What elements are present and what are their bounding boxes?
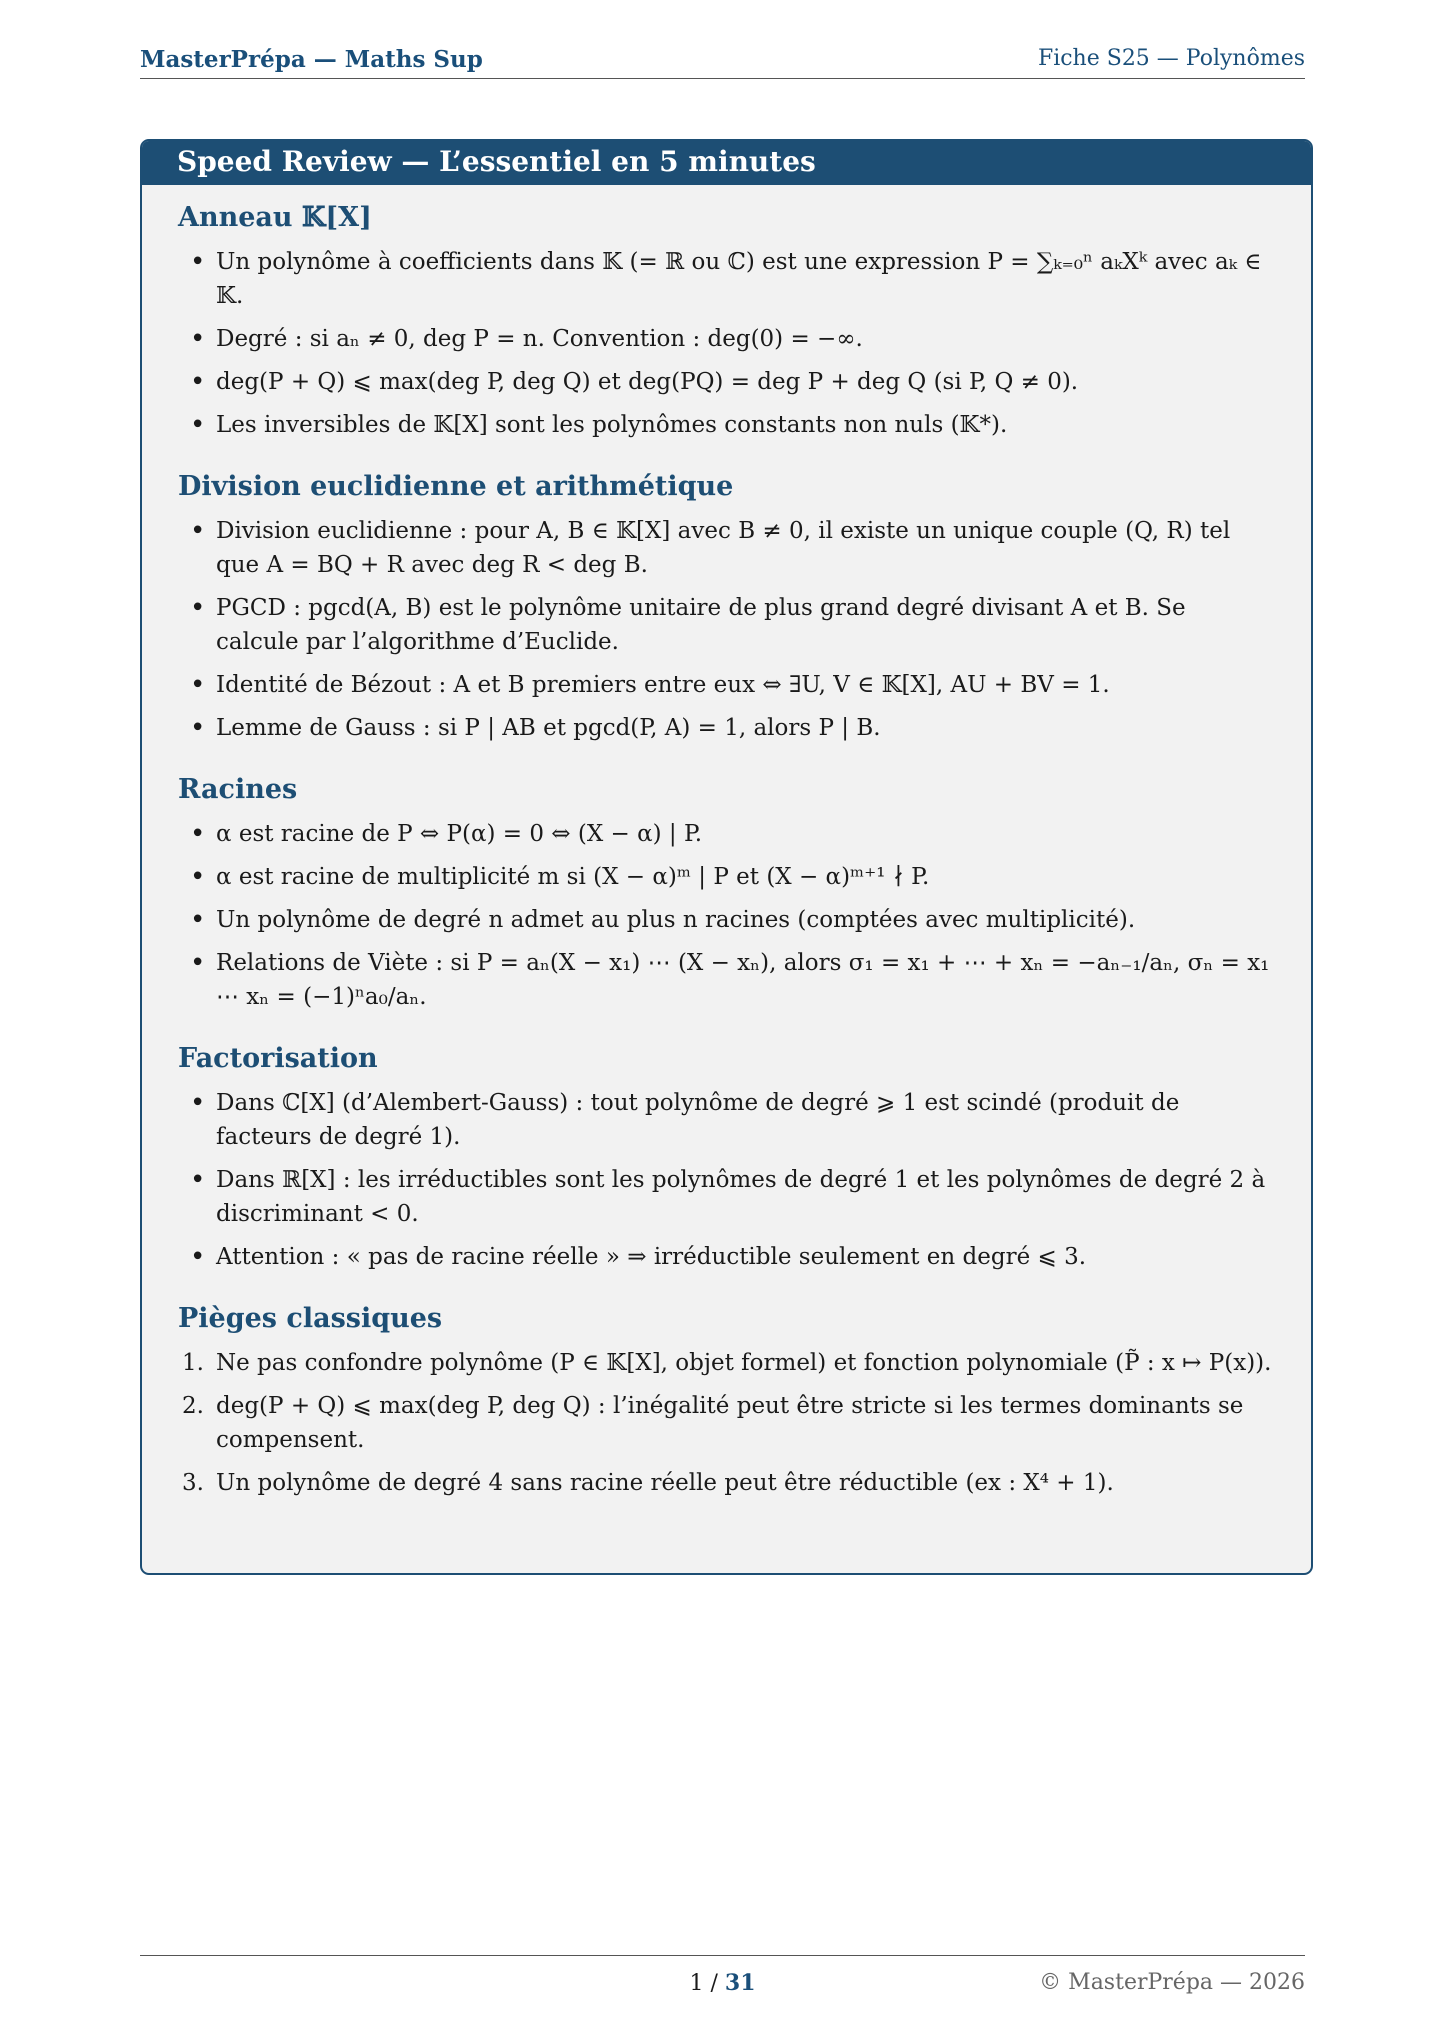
speed-review-box (140, 139, 1313, 1575)
section-title: Racines (178, 774, 298, 805)
total-pages-link[interactable]: 31 (724, 1970, 756, 1996)
section-title: Division euclidienne et arithmétique (178, 471, 734, 502)
list-item: • Les inversibles de 𝕂[X] sont les polynômes constants non nuls (𝕂*). (178, 408, 1275, 442)
list-item: • Relations de Viète : si P = aₙ(X − x₁) ⋯ (X − xₙ), alors σ₁ = x₁ + ⋯ + xₙ = −aₙ₋₁/aₙ, σₙ = x₁ ⋯ xₙ = (−1)ⁿa₀/aₙ. (178, 946, 1275, 1014)
item-number: 1. (182, 1350, 204, 1376)
page-header (140, 46, 1305, 79)
list-item (178, 1389, 1275, 1457)
section-racines (178, 771, 1275, 1014)
list-item: • PGCD : pgcd(A, B) est le polynôme unitaire de plus grand degré divisant A et B. Se calcule par l’algorithme d’Euclide. (178, 591, 1275, 659)
item-text: deg(P + Q) ⩽ max(deg P, deg Q) : l’inégalité peut être stricte si les termes dominants se compensent. (216, 1393, 1244, 1453)
list-item: • Attention : « pas de racine réelle » ⇒ irréductible seulement en degré ⩽ 3. (178, 1240, 1275, 1274)
section-title: Anneau 𝕂[X] (178, 202, 372, 233)
page-separator: / (703, 1971, 725, 1996)
list-item: • α est racine de multiplicité m si (X − α)ᵐ | P et (X − α)ᵐ⁺¹ ∤ P. (178, 860, 1275, 894)
list-item: • Lemme de Gauss : si P | AB et pgcd(P, A) = 1, alors P | B. (178, 711, 1275, 745)
list-item: • Identité de Bézout : A et B premiers entre eux ⇔ ∃U, V ∈ 𝕂[X], AU + BV = 1. (178, 668, 1275, 702)
header-right: Fiche S25 — Polynômes (1037, 46, 1305, 71)
bullet-list (178, 1086, 1275, 1274)
list-item (178, 1346, 1275, 1380)
section-title: Pièges classiques (178, 1303, 443, 1334)
item-number: 3. (182, 1470, 204, 1496)
list-item (178, 1466, 1275, 1500)
item-number: 2. (182, 1393, 204, 1419)
footer-rule (140, 1955, 1305, 1956)
item-text: Un polynôme de degré 4 sans racine réelle peut être réductible (ex : X⁴ + 1). (216, 1470, 1114, 1496)
box-content (142, 185, 1311, 1500)
header-left: MasterPrépa — Maths Sup (140, 46, 483, 73)
section-division (178, 468, 1275, 745)
list-item: • α est racine de P ⇔ P(α) = 0 ⇔ (X − α) | P. (178, 817, 1275, 851)
list-item: • Division euclidienne : pour A, B ∈ 𝕂[X] avec B ≠ 0, il existe un unique couple (Q, R) tel que A = BQ + R avec deg R < deg B. (178, 514, 1275, 582)
numbered-list (178, 1346, 1275, 1500)
section-factorisation (178, 1040, 1275, 1274)
section-anneau (178, 199, 1275, 442)
list-item: • deg(P + Q) ⩽ max(deg P, deg Q) et deg(PQ) = deg P + deg Q (si P, Q ≠ 0). (178, 365, 1275, 399)
list-item: • Un polynôme de degré n admet au plus n racines (comptées avec multiplicité). (178, 903, 1275, 937)
section-pieges (178, 1300, 1275, 1500)
list-item: • Dans ℝ[X] : les irréductibles sont les polynômes de degré 1 et les polynômes de degré 2 à discriminant < 0. (178, 1163, 1275, 1231)
item-text: Ne pas confondre polynôme (P ∈ 𝕂[X], objet formel) et fonction polynomiale (P̃ : x ↦ P(x)). (216, 1350, 1272, 1376)
list-item: • Un polynôme à coefficients dans 𝕂 (= ℝ ou ℂ) est une expression P = ∑ₖ₌₀ⁿ aₖXᵏ avec aₖ ∈ 𝕂. (178, 245, 1275, 313)
bullet-list (178, 245, 1275, 442)
current-page: 1 (689, 1971, 704, 1996)
copyright: © MasterPrépa — 2026 (1039, 1970, 1305, 1995)
bullet-list (178, 514, 1275, 745)
section-title: Factorisation (178, 1043, 378, 1074)
list-item: • Degré : si aₙ ≠ 0, deg P = n. Convention : deg(0) = −∞. (178, 322, 1275, 356)
box-title: Speed Review — L’essentiel en 5 minutes (142, 141, 1311, 185)
bullet-list (178, 817, 1275, 1014)
list-item: • Dans ℂ[X] (d’Alembert-Gauss) : tout polynôme de degré ⩾ 1 est scindé (produit de facteurs de degré 1). (178, 1086, 1275, 1154)
